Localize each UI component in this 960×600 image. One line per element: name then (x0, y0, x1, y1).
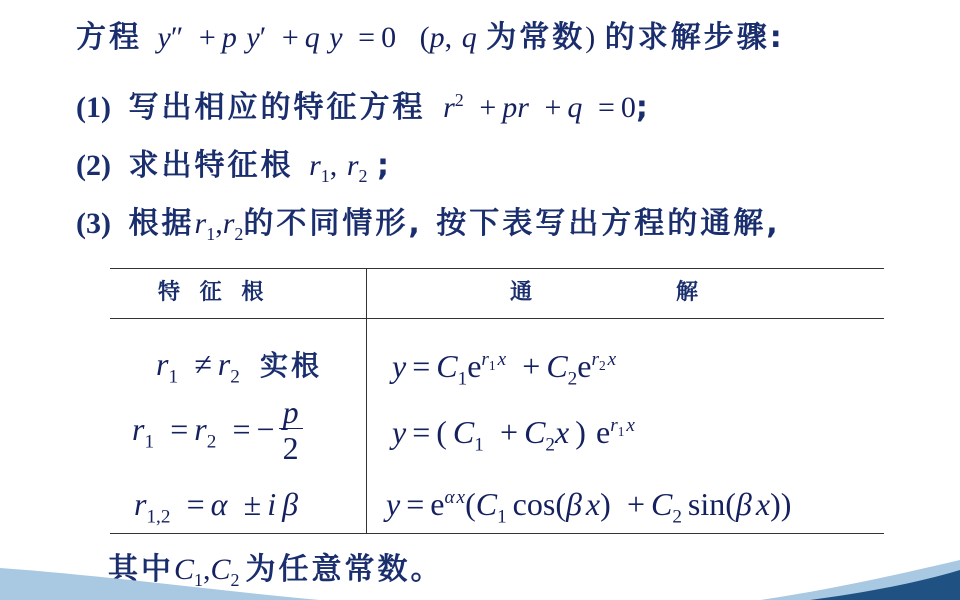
heading (76, 14, 785, 62)
row-1-y: y (392, 348, 407, 384)
heading-prime: ′ (259, 21, 267, 54)
row-3-rparen-1: ) (600, 486, 611, 522)
row-2-lparen: ( (436, 414, 447, 450)
row-2-fraction-denominator: 2 (282, 430, 299, 466)
row-2-r1: r (132, 411, 145, 447)
row-2-plus: + (500, 414, 519, 450)
row-3-plus-minus: ± (243, 486, 262, 522)
row-2-C1-sub: 1 (474, 434, 484, 456)
row-1-r2: r (217, 346, 231, 382)
row-3-eq-2: = (406, 486, 425, 522)
row-3-roots (134, 482, 298, 526)
row-1-roots (156, 342, 322, 388)
table-column-divider (366, 268, 367, 534)
step-2-r1: r (309, 149, 321, 182)
heading-plus: + (198, 21, 216, 54)
row-2-eq-2: = (232, 411, 251, 447)
row-1-exp-2-r: r (591, 349, 599, 371)
footer-comma: , (203, 553, 211, 586)
row-1-exp-2 (591, 347, 617, 374)
footer-C1: C (174, 553, 195, 586)
row-1-C1-sub: 1 (457, 368, 468, 390)
row-2-roots (132, 394, 303, 467)
row-3-beta-2: β (735, 486, 752, 522)
row-2-exp-sub: 1 (617, 424, 625, 440)
row-2-x: x (555, 414, 570, 450)
decorative-wave-right (720, 540, 960, 600)
table-bottom-rule (110, 533, 884, 534)
table-header-general-solution-b: 解 (676, 280, 702, 305)
solution-table (110, 268, 884, 534)
row-3-rparen-2: )) (770, 486, 792, 522)
step-2-end: ; (377, 148, 393, 183)
row-3-exp-x: x (456, 487, 466, 509)
heading-prefix: 方程 (76, 20, 142, 55)
step-3-r1: r (194, 207, 207, 240)
table-header-general-solution-a: 通 (510, 280, 536, 305)
step-1-text: 写出相应的特征方程 (128, 90, 426, 125)
step-3 (76, 200, 781, 248)
row-2-C1: C (452, 414, 475, 450)
table-top-rule (110, 268, 884, 269)
decorative-wave-left (0, 550, 320, 600)
row-2-exp-x: x (626, 415, 635, 437)
heading-suffix: 的求解步骤: (604, 20, 785, 55)
row-2-eq-1: = (170, 411, 189, 447)
row-3-sin: sin( (687, 486, 736, 522)
row-2-e: e (596, 414, 611, 450)
row-1-not-equal: ≠ (194, 346, 212, 382)
heading-paren-open: ( (419, 21, 430, 54)
step-2 (76, 142, 392, 190)
row-3-solution (386, 482, 791, 526)
table-header-rule (110, 318, 884, 319)
row-1-solution (392, 344, 616, 388)
row-1-label: 实根 (260, 349, 323, 382)
step-2-sub-1: 1 (320, 166, 330, 186)
table-header-roots: 特 征 根 (158, 280, 270, 305)
step-3-text-b: 的不同情形, 按下表写出方程的通解, (243, 206, 781, 241)
row-2-rparen: ) (575, 414, 586, 450)
row-3-x-2: x (755, 486, 771, 522)
row-3-cos: cos( (512, 486, 566, 522)
row-3-beta: β (282, 486, 299, 522)
row-1-C2-sub: 2 (567, 368, 578, 390)
row-2-C2-sub: 2 (545, 434, 555, 456)
row-2-solution (392, 410, 635, 454)
step-3-text-a: 根据 (128, 206, 195, 241)
step-1-end: ; (635, 90, 651, 125)
step-2-number: (2) (76, 149, 111, 182)
row-2-fraction (279, 396, 303, 467)
row-1-exp-1-r: r (481, 349, 489, 371)
footer-prefix: 其中 (108, 552, 174, 587)
row-2-exp-r: r (610, 415, 618, 437)
row-3-C1-sub: 1 (497, 506, 507, 528)
step-1-r-2: r (517, 91, 529, 124)
row-1-sub-1: 1 (168, 366, 179, 388)
heading-plus-2: + (281, 21, 299, 54)
row-1-sub-2: 2 (230, 366, 240, 388)
row-1-r1: r (156, 346, 169, 382)
row-1-C1: C (436, 348, 458, 384)
step-1-equals: = (597, 91, 615, 124)
step-1-plus-2: + (544, 91, 562, 124)
heading-note: 为常数 (486, 20, 586, 55)
heading-param-q: q (461, 21, 477, 54)
row-1-plus: + (522, 348, 541, 384)
row-2-C2: C (524, 414, 546, 450)
footer-suffix: 为任意常数。 (245, 552, 444, 587)
row-2-r2: r (194, 411, 207, 447)
step-3-r2: r (222, 207, 235, 240)
footer-C1-sub: 1 (194, 570, 204, 590)
row-3-alpha: α (210, 486, 228, 522)
row-3-plus: + (626, 486, 645, 522)
step-1-r: r (443, 91, 455, 124)
row-2-fraction-numerator: p (279, 396, 303, 429)
heading-double-prime: ″ (170, 21, 184, 54)
row-3-beta-1: β (565, 486, 582, 522)
heading-equals: = (358, 21, 376, 54)
row-2-sub-1: 1 (144, 431, 155, 453)
row-1-eq: = (412, 348, 431, 384)
row-3-e: e (430, 486, 445, 522)
row-1-exp-1 (481, 347, 507, 374)
row-1-exp-1-sub: 1 (488, 358, 496, 374)
heading-y: y (157, 21, 171, 54)
step-3-sub-2: 2 (234, 224, 244, 244)
row-2-eq: = (412, 414, 431, 450)
row-3-r: r (134, 486, 147, 522)
row-3-x-1: x (585, 486, 601, 522)
row-1-exp-2-x: x (607, 349, 617, 371)
step-1-q: q (567, 91, 583, 124)
step-3-sub-1: 1 (206, 224, 216, 244)
row-3-exp (444, 485, 465, 508)
heading-zero: 0 (381, 21, 397, 54)
heading-comma: , (444, 21, 453, 54)
row-1-exp-2-sub: 2 (598, 358, 606, 374)
row-3-y: y (386, 486, 401, 522)
row-3-exp-alpha: α (444, 487, 455, 509)
step-1 (76, 84, 651, 132)
heading-y-prime-base: y (246, 21, 260, 54)
heading-y-3: y (329, 21, 343, 54)
footer-C2-sub: 2 (230, 570, 240, 590)
row-2-sub-2: 2 (206, 431, 217, 453)
row-1-e2: e (577, 348, 592, 384)
step-3-comma: , (215, 207, 223, 240)
step-1-number: (1) (76, 91, 111, 124)
row-3-sub: 1,2 (146, 506, 171, 528)
row-3-eq: = (186, 486, 205, 522)
step-2-text: 求出特征根 (128, 148, 294, 183)
row-3-i: i (267, 486, 277, 522)
step-1-square: 2 (454, 90, 464, 110)
step-2-r2: r (346, 149, 359, 182)
row-3-lparen: ( (465, 486, 476, 522)
heading-paren-close: ) (585, 21, 596, 54)
row-2-exp (610, 413, 635, 440)
row-3-C2: C (650, 486, 673, 522)
row-2-minus: − (256, 411, 275, 447)
step-1-plus: + (479, 91, 497, 124)
row-2-y: y (392, 414, 407, 450)
row-1-exp-1-x: x (497, 349, 507, 371)
heading-p: p (221, 21, 237, 54)
row-3-C2-sub: 2 (672, 506, 682, 528)
heading-param-p: p (429, 21, 445, 54)
row-3-C1: C (475, 486, 498, 522)
heading-q: q (304, 21, 320, 54)
step-2-comma: , (329, 149, 338, 182)
footer-C2: C (210, 553, 231, 586)
step-1-p: p (502, 91, 518, 124)
row-1-e1: e (467, 348, 482, 384)
step-3-number: (3) (76, 207, 111, 240)
row-1-C2: C (546, 348, 568, 384)
step-1-zero: 0 (620, 91, 636, 124)
step-2-sub-2: 2 (358, 166, 368, 186)
